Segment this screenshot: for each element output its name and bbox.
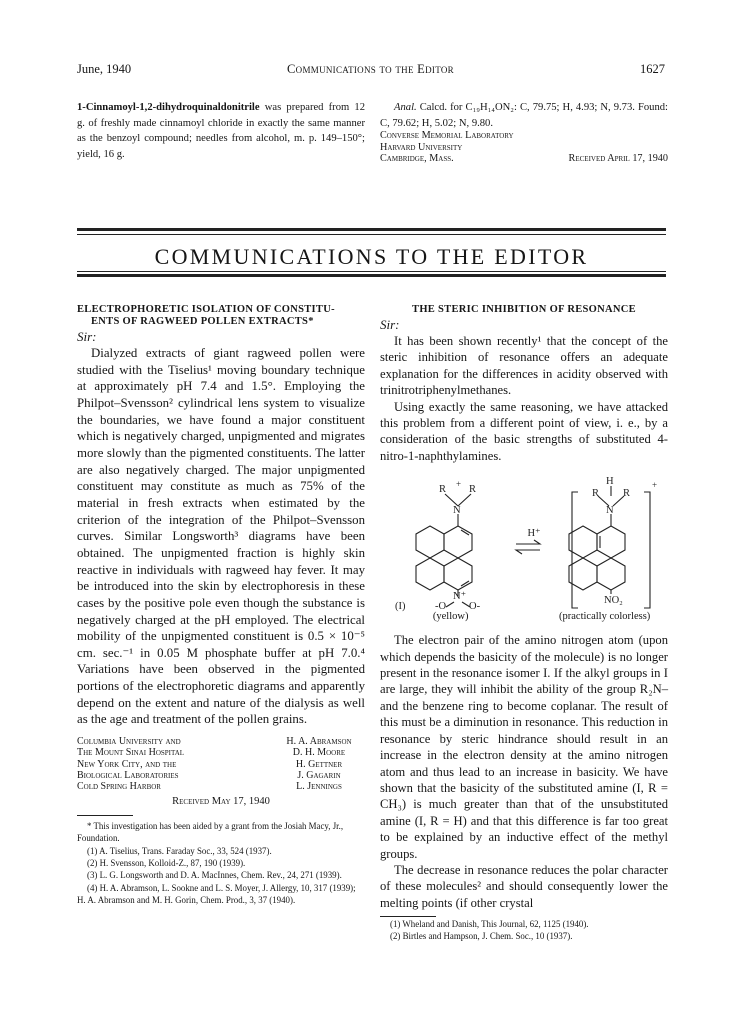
footnote: (3) L. G. Longsworth and D. A. MacInnes, Chem. Rev., 24, 271 (1939). [87, 870, 342, 881]
running-title: Communications to the Editor [287, 62, 454, 76]
body-paragraph: It has been shown recently¹ that the concept of the steric inhibition of resonance offers an adequate explanation for the differences in acidity observed with trinitrotriphenylmethanes. [380, 334, 668, 398]
ring [416, 558, 444, 590]
institution-line: The Mount Sinai Hospital [77, 747, 185, 759]
caption-colorless: (practically colorless) [559, 611, 651, 623]
right-bracket [644, 492, 650, 608]
top-double-rule [77, 228, 666, 231]
author-name: H. A. Abramson [286, 736, 352, 748]
author-address [380, 130, 668, 165]
nitro-group: NO₂ [604, 595, 623, 607]
ring [569, 558, 597, 590]
author-name: J. Gagarin [297, 769, 341, 781]
resonance-structure-diagram [380, 466, 668, 612]
received-date: Received April 17, 1940 [568, 153, 668, 164]
institution-line: Columbia University and [77, 736, 181, 748]
atom-label: H [606, 476, 614, 488]
atom-label: R [439, 484, 447, 496]
title-line: ENTS OF RAGWEED POLLEN EXTRACTS* [91, 316, 314, 327]
top-thin-rule [77, 234, 666, 235]
bottom-thin-rule [77, 271, 666, 272]
page-number: 1627 [640, 62, 665, 76]
ring [597, 526, 625, 558]
article-body [77, 345, 365, 728]
atom-label: -O [435, 601, 447, 613]
footnote-rule [77, 815, 133, 816]
ring [416, 526, 444, 558]
bottom-double-rule [77, 274, 666, 277]
footnote: (2) H. Svensson, Kolloid-Z., 87, 190 (1939). [87, 858, 246, 868]
institution-line: New York City, and the [77, 758, 177, 770]
structure-captions [380, 611, 668, 622]
anal-text: Calcd. for C₁₉H₁₄ON₂: C, 79.75; H, 4.93; N, 9.73. Found: C, 79.62; H, 5.02; N, 9.80. [380, 102, 668, 129]
body-paragraph: Using exactly the same reasoning, we have attacked this problem from a different point of view, i. e., by a consideration of the basic strengths of substituted 4-nitro-1-naphthylamines. [380, 399, 668, 463]
footnote: (4) H. A. Abramson, L. Sookne and L. S. Moyer, J. Allergy, 10, 317 (1939); H. A. Abramson and M. H. Gorin, Chem. Prod., 3, 37 (1940). [77, 882, 356, 905]
footnote-rule [380, 916, 436, 917]
atom-label: O- [469, 601, 481, 613]
atom-label: N [606, 505, 614, 517]
address-line: Cambridge, Mass. [380, 153, 454, 164]
signature-block [77, 736, 365, 792]
arrow-head [516, 550, 522, 554]
right-article [380, 304, 668, 942]
caption-yellow: (yellow) [432, 611, 469, 623]
title-line: ELECTROPHORETIC ISOLATION OF CONSTITU- [77, 304, 335, 315]
address-line: Harvard University [380, 141, 463, 153]
left-article [77, 304, 365, 906]
body-paragraph: Dialyzed extracts of giant ragweed pollen were studied with the Tiselius¹ moving boundary technique at approximately pH 7.4 and 1.5°. Employing the Philpot–Svensson² cylindrical lens system to visualize the boundaries, we have found a major constituent which is negatively charged, unpigmented and migrates more slowly than the pigmented constituents. The latter are also negatively charged. The major unpigmented constituent may constitute as much as 75% of the material in fresh extracts when estimated by the criterion of the integration of the Philpot–Svensson curves. Similar Longsworth³ diagrams have been obtained. The unpigmented fraction is highly skin reactive in individuals with ragweed hay fever. It may be introduced into the skin by electrophoresis in these cases by the positive pole even though the substance is negatively charged at the pH employed. The electrical mobility of the unpigmented constituent is 0.5 × 10⁻⁵ cm. sec.⁻¹ in 0.05 M phosphate buffer at pH 7.0.⁴ Variations have been observed in the pigmented portions of the electrophoretic diagrams and apparently depend on the extent and nature of the dialysis as well as the age and treatment of the pollen grains. [77, 346, 365, 727]
author-name: H. Gettner [295, 758, 343, 770]
footnote: (2) Birtles and Hampson, J. Chem. Soc., 10 (1937). [390, 930, 573, 941]
arrow-head [534, 540, 540, 544]
charge-label: + [652, 480, 658, 491]
article-title [77, 304, 365, 328]
body-paragraph: The decrease in resonance reduces the polar character of these molecules² and should consequently lower the melting points (if other crystal [380, 862, 668, 910]
author-name: L. Jennings [296, 780, 342, 792]
author-name: D. H. Moore [292, 747, 346, 759]
atom-label: R [469, 484, 477, 496]
salutation: Sir: [380, 317, 400, 332]
double-bond [461, 530, 469, 535]
footnote: * This investigation has been aided by a grant from the Josiah Macy, Jr., Foundation. [77, 821, 344, 844]
header-date: June, 1940 [77, 62, 132, 76]
footnotes [380, 919, 668, 942]
atom-label: N [453, 505, 461, 517]
reagent-label: H⁺ [527, 528, 541, 540]
footnote: (1) Wheland and Danish, This Journal, 62, 1125 (1940). [390, 919, 589, 930]
anal-label: Anal. [394, 102, 417, 113]
article-body-bottom [380, 632, 668, 911]
left-bracket [572, 492, 578, 608]
bond [446, 602, 454, 607]
charge-label: + [456, 479, 462, 490]
footnotes [77, 820, 365, 906]
analysis-block [380, 100, 668, 131]
previous-article-text [77, 100, 365, 162]
address-line: Converse Memorial Laboratory [380, 130, 514, 141]
atom-label: R [623, 488, 631, 500]
article-title: THE STERIC INHIBITION OF RESONANCE [412, 304, 636, 315]
institution-line: Biological Laboratories [77, 769, 179, 781]
ring [444, 526, 472, 558]
atom-label: R [592, 488, 600, 500]
preparation-text: was prepared from 12 g. of freshly made cinnamoyl chloride in exactly the same manner as the benzoyl compound; needles from alcohol, m. p. 149–150°; yield, 16 g. [77, 102, 365, 160]
ring [444, 558, 472, 590]
double-bond [461, 581, 469, 586]
compound-name: 1-Cinnamoyl-1,2-dihydroquinaldonitrile [77, 102, 260, 113]
salutation: Sir: [77, 329, 97, 344]
article-body-top [380, 333, 668, 464]
ring [597, 558, 625, 590]
institution-line: Cold Spring Harbor [77, 780, 161, 792]
body-paragraph: The electron pair of the amino nitrogen atom (upon which depends the basicity of the molecule) is no longer present in the resonance isomer I. If the alkyl groups in I are large, they will inhibit the ability of the group R₂N– and the benzene ring to become coplanar. The result of this must be a diminution in resonance. This reduction in resonance by steric hindrance should result in an increase in the electron density at the amino nitrogen atom and thus lead to an increase in basicity. We have shown that the basicity of the substituted amine (I, R = CH₃) is much greater than that of the unsubstituted amine (I, R = H) and that this difference is far too great to be explained by an inductive effect of the methyl groups. [380, 633, 668, 861]
footnote: (1) A. Tiselius, Trans. Faraday Soc., 33, 524 (1937). [87, 845, 272, 856]
received-date: Received May 17, 1940 [172, 796, 270, 808]
section-title: COMMUNICATIONS TO THE EDITOR [154, 244, 589, 269]
compound-label: (I) [395, 601, 406, 613]
atom-label: N⁺ [453, 591, 467, 603]
ring [569, 526, 597, 558]
